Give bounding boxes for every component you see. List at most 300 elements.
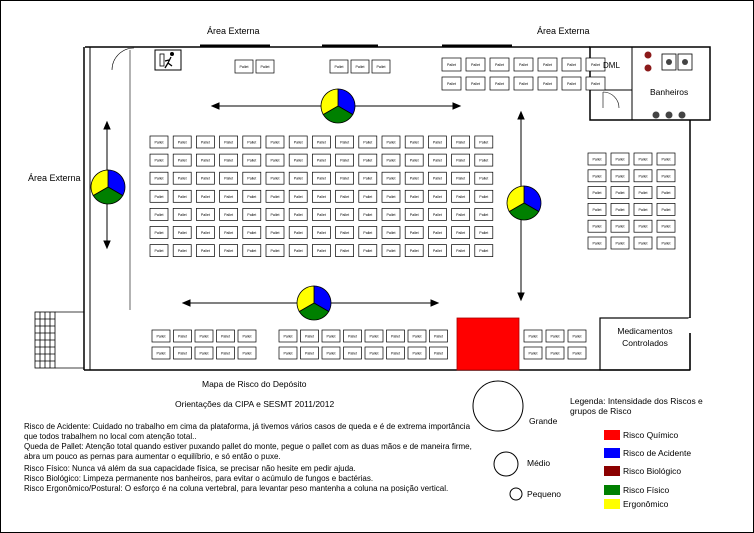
svg-text:Pallet: Pallet xyxy=(224,249,234,254)
svg-text:Pallet: Pallet xyxy=(369,334,379,339)
risk-indicators xyxy=(91,89,541,320)
pallet xyxy=(196,154,214,166)
svg-text:Pallet: Pallet xyxy=(409,231,419,235)
svg-text:Pallet: Pallet xyxy=(363,231,373,235)
pallet xyxy=(372,60,390,73)
svg-text:Pallet: Pallet xyxy=(376,65,386,69)
pallet xyxy=(150,245,168,257)
svg-text:Pallet: Pallet xyxy=(154,231,164,235)
svg-text:Pallet: Pallet xyxy=(495,63,504,67)
pallet xyxy=(466,77,485,90)
svg-text:Pallet: Pallet xyxy=(154,176,164,181)
svg-text:Pallet: Pallet xyxy=(447,82,456,86)
svg-text:Pallet: Pallet xyxy=(177,176,187,181)
pallet xyxy=(466,58,485,71)
svg-text:Pallet: Pallet xyxy=(432,212,442,217)
svg-text:Pallet: Pallet xyxy=(247,176,257,181)
pallet xyxy=(312,136,330,148)
pallet xyxy=(344,330,362,342)
svg-text:Pallet: Pallet xyxy=(224,212,234,217)
pallet xyxy=(634,220,652,232)
pallet xyxy=(387,347,405,359)
svg-text:Pallet: Pallet xyxy=(638,224,648,229)
svg-text:Pallet: Pallet xyxy=(270,158,280,163)
svg-text:Pallet: Pallet xyxy=(592,207,602,212)
pallet xyxy=(312,154,330,166)
svg-text:Pallet: Pallet xyxy=(340,249,350,254)
svg-text:Pallet: Pallet xyxy=(270,194,280,199)
pallet xyxy=(196,208,214,220)
pallet xyxy=(611,237,629,249)
svg-text:Pallet: Pallet xyxy=(543,82,552,86)
svg-text:Pallet: Pallet xyxy=(293,140,303,145)
pallet xyxy=(195,330,213,342)
svg-text:Pallet: Pallet xyxy=(247,212,257,217)
svg-text:Pallet: Pallet xyxy=(615,174,625,179)
pallet xyxy=(351,60,369,73)
svg-text:Pallet: Pallet xyxy=(200,176,210,181)
svg-text:Pallet: Pallet xyxy=(270,140,280,145)
pallet xyxy=(452,227,470,239)
pallet xyxy=(152,347,170,359)
legend-label-ergonomic: Ergonômico xyxy=(623,499,669,509)
pallet xyxy=(428,245,446,257)
svg-text:Pallet: Pallet xyxy=(156,334,166,339)
svg-text:Pallet: Pallet xyxy=(638,174,648,179)
svg-text:Pallet: Pallet xyxy=(592,241,602,246)
svg-text:Pallet: Pallet xyxy=(270,176,280,181)
svg-text:Pallet: Pallet xyxy=(316,140,326,145)
svg-text:Pallet: Pallet xyxy=(293,231,303,235)
pallet xyxy=(266,227,284,239)
pallet xyxy=(430,330,448,342)
chemical-risk-area xyxy=(457,318,519,370)
svg-text:Pallet: Pallet xyxy=(456,140,466,145)
legend-swatch-ergonomic xyxy=(604,499,620,509)
pallet xyxy=(657,153,675,165)
pallet xyxy=(312,245,330,257)
svg-text:Pallet: Pallet xyxy=(572,351,582,356)
legend-swatch-biological xyxy=(604,466,620,476)
pallet xyxy=(452,154,470,166)
flow-arrows xyxy=(104,103,524,306)
svg-text:Pallet: Pallet xyxy=(199,334,209,339)
pallet xyxy=(359,136,377,148)
svg-text:Pallet: Pallet xyxy=(386,194,396,199)
pallet xyxy=(322,347,340,359)
pallet xyxy=(588,153,606,165)
pallet xyxy=(279,330,297,342)
size-circle-large xyxy=(473,381,523,431)
svg-text:Pallet: Pallet xyxy=(316,194,326,199)
svg-text:Pallet: Pallet xyxy=(409,158,419,163)
pallet xyxy=(150,136,168,148)
svg-text:Pallet: Pallet xyxy=(316,212,326,217)
svg-text:Pallet: Pallet xyxy=(293,249,303,254)
pallet xyxy=(365,330,383,342)
pallet xyxy=(312,208,330,220)
pallet xyxy=(266,190,284,202)
pallet xyxy=(289,190,307,202)
svg-text:Pallet: Pallet xyxy=(334,65,344,69)
pallet xyxy=(634,153,652,165)
pallet xyxy=(546,347,564,359)
pallet xyxy=(634,203,652,215)
svg-text:Pallet: Pallet xyxy=(200,194,210,199)
pallet xyxy=(289,208,307,220)
svg-text:Pallet: Pallet xyxy=(224,231,234,235)
pallet xyxy=(382,154,400,166)
pallet xyxy=(220,245,238,257)
pallet xyxy=(538,77,557,90)
toilet-icon xyxy=(645,52,693,72)
svg-text:Pallet: Pallet xyxy=(432,249,442,254)
svg-text:Pallet: Pallet xyxy=(456,176,466,181)
svg-text:Pallet: Pallet xyxy=(239,65,249,69)
pallet xyxy=(301,330,319,342)
risk-ergonomic-text: Risco Ergonômico/Postural: O esforço é na coluna vertebral, para levantar peso mantenha a coluna na posição vertical. xyxy=(24,484,449,493)
pallet xyxy=(312,172,330,184)
svg-text:Pallet: Pallet xyxy=(386,249,396,254)
pallet xyxy=(634,187,652,199)
size-small-label: Pequeno xyxy=(527,489,562,499)
svg-text:Pallet: Pallet xyxy=(519,82,528,86)
pallet xyxy=(289,172,307,184)
svg-text:Pallet: Pallet xyxy=(479,140,489,145)
svg-text:Pallet: Pallet xyxy=(200,249,210,254)
bathroom-label: Banheiros xyxy=(650,87,689,97)
pallet xyxy=(452,190,470,202)
pallet xyxy=(173,172,191,184)
pallet xyxy=(657,187,675,199)
pallet xyxy=(174,347,192,359)
pallet xyxy=(173,154,191,166)
map-title: Mapa de Risco do Depósito xyxy=(202,379,307,389)
pallet xyxy=(173,227,191,239)
svg-text:Pallet: Pallet xyxy=(479,212,489,217)
svg-text:Pallet: Pallet xyxy=(242,351,252,356)
svg-text:Pallet: Pallet xyxy=(200,231,210,235)
map-subtitle: Orientações da CIPA e SESMT 2011/2012 xyxy=(175,399,335,409)
svg-text:Pallet: Pallet xyxy=(316,231,326,235)
svg-text:Pallet: Pallet xyxy=(247,249,257,254)
pallet xyxy=(196,190,214,202)
svg-text:Pallet: Pallet xyxy=(432,158,442,163)
pallet xyxy=(336,190,354,202)
svg-text:Pallet: Pallet xyxy=(409,140,419,145)
svg-text:Pallet: Pallet xyxy=(592,157,602,162)
svg-text:Pallet: Pallet xyxy=(456,158,466,163)
pallet xyxy=(514,58,533,71)
pallet xyxy=(475,190,493,202)
svg-text:Pallet: Pallet xyxy=(369,351,379,356)
pallet xyxy=(546,330,564,342)
pallet xyxy=(442,77,461,90)
pallet xyxy=(336,154,354,166)
pallet xyxy=(490,77,509,90)
pallet xyxy=(289,245,307,257)
pallet xyxy=(336,245,354,257)
legend-swatch-physical xyxy=(604,485,620,495)
pallet xyxy=(405,154,423,166)
pallet xyxy=(405,190,423,202)
pallet xyxy=(387,330,405,342)
svg-text:Pallet: Pallet xyxy=(270,212,280,217)
svg-text:Pallet: Pallet xyxy=(340,212,350,217)
svg-text:Pallet: Pallet xyxy=(260,65,270,69)
svg-text:Pallet: Pallet xyxy=(293,176,303,181)
pallet xyxy=(611,187,629,199)
pallet xyxy=(430,347,448,359)
legend-label-chemical: Risco Químico xyxy=(623,430,679,440)
svg-text:Pallet: Pallet xyxy=(592,191,602,196)
pallet xyxy=(452,136,470,148)
svg-text:Pallet: Pallet xyxy=(409,249,419,254)
svg-text:Pallet: Pallet xyxy=(661,174,671,179)
svg-text:Pallet: Pallet xyxy=(178,334,187,339)
svg-text:Pallet: Pallet xyxy=(247,194,257,199)
svg-text:Pallet: Pallet xyxy=(386,212,396,217)
svg-text:Pallet: Pallet xyxy=(363,140,373,145)
pallet xyxy=(657,170,675,182)
pallet xyxy=(173,245,191,257)
pallet xyxy=(405,208,423,220)
svg-text:Pallet: Pallet xyxy=(409,176,419,181)
pallet xyxy=(634,237,652,249)
pallet xyxy=(442,58,461,71)
pallet xyxy=(266,208,284,220)
risk-pie xyxy=(507,186,541,220)
legend-label-accident: Risco de Acidente xyxy=(623,448,692,458)
svg-text:Pallet: Pallet xyxy=(434,351,443,356)
pallet xyxy=(220,172,238,184)
svg-text:Pallet: Pallet xyxy=(615,191,625,196)
svg-text:Pallet: Pallet xyxy=(386,158,396,163)
pallet xyxy=(195,347,213,359)
svg-text:Pallet: Pallet xyxy=(479,158,489,163)
svg-text:Pallet: Pallet xyxy=(567,63,576,67)
svg-text:Pallet: Pallet xyxy=(178,351,187,356)
pallet xyxy=(475,172,493,184)
pallet xyxy=(382,172,400,184)
pallet xyxy=(150,154,168,166)
risk-pie xyxy=(321,89,355,123)
pallet xyxy=(196,172,214,184)
svg-text:Pallet: Pallet xyxy=(447,63,456,67)
svg-text:Pallet: Pallet xyxy=(199,351,209,356)
pallet xyxy=(359,227,377,239)
svg-text:Pallet: Pallet xyxy=(200,140,210,145)
pallet xyxy=(588,220,606,232)
sink-icon xyxy=(653,112,686,119)
pallet xyxy=(243,245,261,257)
svg-text:Pallet: Pallet xyxy=(409,212,419,217)
svg-text:Pallet: Pallet xyxy=(156,351,166,356)
svg-text:Pallet: Pallet xyxy=(348,351,357,356)
pallet xyxy=(475,227,493,239)
size-medium-label: Médio xyxy=(527,458,551,468)
pallet xyxy=(382,227,400,239)
svg-text:Pallet: Pallet xyxy=(479,176,489,181)
pallet xyxy=(657,220,675,232)
pallet xyxy=(588,187,606,199)
svg-text:Pallet: Pallet xyxy=(572,334,582,339)
pallet xyxy=(238,330,256,342)
svg-text:Pallet: Pallet xyxy=(592,174,602,179)
pallet xyxy=(336,208,354,220)
pallet xyxy=(312,227,330,239)
pallet xyxy=(359,190,377,202)
svg-text:Pallet: Pallet xyxy=(412,334,422,339)
svg-text:Pallet: Pallet xyxy=(432,140,442,145)
svg-text:Pallet: Pallet xyxy=(247,231,257,235)
svg-text:Pallet: Pallet xyxy=(200,158,210,163)
svg-text:Pallet: Pallet xyxy=(283,334,293,339)
stairs xyxy=(35,312,84,368)
pallet xyxy=(428,136,446,148)
svg-text:Pallet: Pallet xyxy=(456,212,466,217)
svg-text:Pallet: Pallet xyxy=(224,158,234,163)
pallet xyxy=(243,136,261,148)
pallet xyxy=(336,227,354,239)
pallet xyxy=(428,154,446,166)
pallet xyxy=(220,208,238,220)
svg-text:Pallet: Pallet xyxy=(412,351,422,356)
pallet xyxy=(588,237,606,249)
svg-text:Pallet: Pallet xyxy=(224,194,234,199)
svg-text:Pallet: Pallet xyxy=(432,176,442,181)
pallet xyxy=(382,245,400,257)
svg-text:Pallet: Pallet xyxy=(495,82,504,86)
pallet xyxy=(611,220,629,232)
pallet xyxy=(452,245,470,257)
svg-text:Pallet: Pallet xyxy=(386,176,396,181)
pallet xyxy=(475,245,493,257)
pallet xyxy=(538,58,557,71)
svg-text:Pallet: Pallet xyxy=(221,351,230,356)
pallet xyxy=(336,136,354,148)
svg-text:Pallet: Pallet xyxy=(391,351,400,356)
svg-text:Pallet: Pallet xyxy=(386,140,396,145)
svg-text:Pallet: Pallet xyxy=(386,231,396,235)
svg-text:Pallet: Pallet xyxy=(638,191,648,196)
size-circle-medium xyxy=(494,452,518,476)
svg-text:Pallet: Pallet xyxy=(340,140,350,145)
svg-text:Pallet: Pallet xyxy=(305,334,314,339)
pallet xyxy=(359,172,377,184)
svg-text:Pallet: Pallet xyxy=(591,82,600,86)
svg-text:Pallet: Pallet xyxy=(340,158,350,163)
legend-swatch-accident xyxy=(604,448,620,458)
pallet xyxy=(562,77,581,90)
pallet xyxy=(243,227,261,239)
svg-text:Pallet: Pallet xyxy=(326,351,336,356)
pallet xyxy=(279,347,297,359)
pallet xyxy=(336,172,354,184)
pallet xyxy=(408,347,426,359)
svg-text:Pallet: Pallet xyxy=(355,65,365,69)
svg-text:Pallet: Pallet xyxy=(638,157,648,162)
svg-text:Pallet: Pallet xyxy=(316,249,326,254)
pallet xyxy=(588,203,606,215)
svg-text:Pallet: Pallet xyxy=(363,194,373,199)
svg-text:Pallet: Pallet xyxy=(661,241,671,246)
svg-text:Pallet: Pallet xyxy=(293,212,303,217)
pallet xyxy=(405,245,423,257)
svg-text:Pallet: Pallet xyxy=(270,231,280,235)
svg-text:Pallet: Pallet xyxy=(283,351,293,356)
svg-text:Pallet: Pallet xyxy=(177,194,187,199)
pallet xyxy=(322,330,340,342)
pallet xyxy=(152,330,170,342)
svg-text:Pallet: Pallet xyxy=(177,231,187,235)
svg-text:Pallet: Pallet xyxy=(316,158,326,163)
medicamentos-room-label: Medicamentos Controlados xyxy=(617,326,673,348)
legend-title: Legenda: Intensidade dos Riscos e grupos de Risco xyxy=(570,396,703,416)
svg-text:Pallet: Pallet xyxy=(550,351,560,356)
pallet xyxy=(150,172,168,184)
pallet xyxy=(405,227,423,239)
svg-text:Pallet: Pallet xyxy=(391,334,400,339)
svg-text:Pallet: Pallet xyxy=(661,224,671,229)
pallet xyxy=(150,190,168,202)
pallet xyxy=(150,227,168,239)
svg-text:Pallet: Pallet xyxy=(363,249,373,254)
pallet xyxy=(289,154,307,166)
pallet xyxy=(382,136,400,148)
svg-text:Pallet: Pallet xyxy=(154,158,164,163)
pallet xyxy=(243,190,261,202)
pallet xyxy=(266,172,284,184)
risk-pie xyxy=(91,170,125,204)
svg-text:Pallet: Pallet xyxy=(528,334,538,339)
svg-text:Pallet: Pallet xyxy=(550,334,560,339)
risk-accident-text: Risco de Acidente: Cuidado no trabalho em cima da plataforma, já tivemos vários casos de queda e é de extrema importância que todos trabalhem no local com atenção total.. xyxy=(24,422,471,441)
pallet xyxy=(382,208,400,220)
pallet xyxy=(173,208,191,220)
pallet xyxy=(428,227,446,239)
pallet xyxy=(238,347,256,359)
risk-biological-text: Risco Biológico: Limpeza permanente nos banheiros, para evitar o acúmulo de fungos e bactérias. xyxy=(24,474,374,483)
svg-text:Pallet: Pallet xyxy=(154,194,164,199)
pallet xyxy=(289,227,307,239)
pallet xyxy=(452,172,470,184)
pallet xyxy=(562,58,581,71)
pallet xyxy=(196,245,214,257)
pallet xyxy=(196,227,214,239)
pallet xyxy=(475,136,493,148)
pallet xyxy=(382,190,400,202)
svg-text:Pallet: Pallet xyxy=(293,158,303,163)
svg-text:Pallet: Pallet xyxy=(615,241,625,246)
exit-sign-icon xyxy=(155,50,181,70)
svg-text:Pallet: Pallet xyxy=(247,140,257,145)
pallet xyxy=(490,58,509,71)
svg-text:Pallet: Pallet xyxy=(363,176,373,181)
svg-text:Pallet: Pallet xyxy=(224,176,234,181)
pallet-grid xyxy=(150,58,675,359)
svg-text:Pallet: Pallet xyxy=(177,249,187,254)
pallet xyxy=(266,136,284,148)
pallet xyxy=(514,77,533,90)
pallet xyxy=(365,347,383,359)
pallet xyxy=(217,347,235,359)
svg-text:Pallet: Pallet xyxy=(615,224,625,229)
legend-label-biological: Risco Biológico xyxy=(623,466,682,476)
pallet xyxy=(405,172,423,184)
svg-text:Pallet: Pallet xyxy=(154,212,164,217)
pallet xyxy=(524,347,542,359)
